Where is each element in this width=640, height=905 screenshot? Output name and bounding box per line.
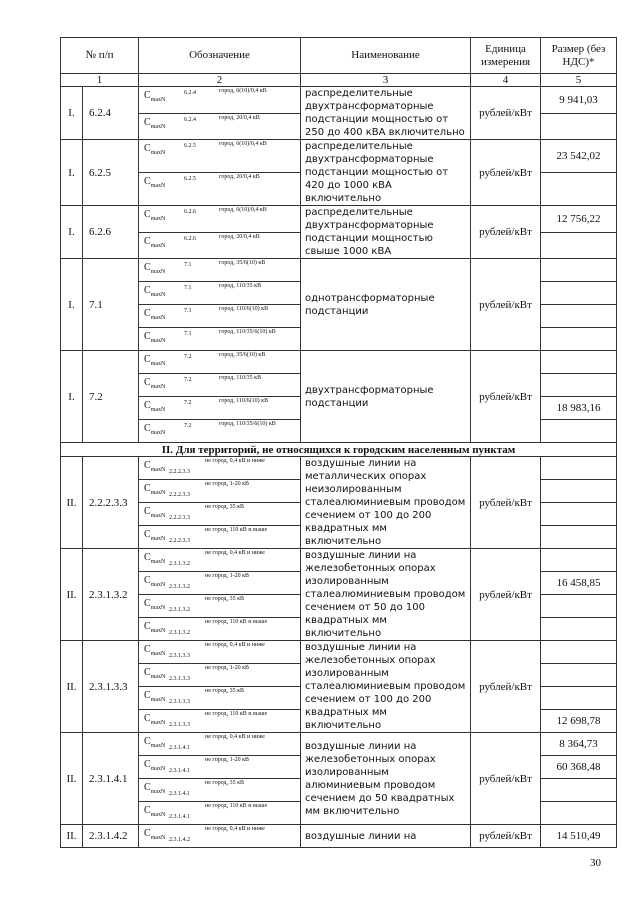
row-name: воздушные линии на	[301, 825, 471, 848]
designation-label: не город, 0,4 кВ и ниже	[205, 826, 265, 832]
size-value	[541, 595, 617, 618]
symbol-subscript: maxN	[150, 338, 166, 344]
symbol-letter: C	[144, 209, 151, 220]
column-number: 4	[471, 74, 541, 87]
designation-label: не город, 0,4 кВ и ниже	[205, 550, 265, 556]
designation-cell	[139, 328, 301, 351]
symbol-subscript: maxN	[150, 674, 166, 680]
designation-code: 2.3.1.3.3	[169, 699, 191, 705]
table-row	[61, 457, 617, 480]
header-number: № п/п	[61, 38, 139, 74]
designation-label: город, 110/6(10) кВ	[219, 306, 269, 312]
designation-code: 2.2.2.3.3	[169, 492, 191, 498]
designation-code: 2.3.1.4.1	[169, 814, 191, 820]
row-name: распределительные двухтрансформаторные подстанции мощностью свыше 1000 кВА	[301, 206, 471, 259]
designation-cell	[139, 305, 301, 328]
designation-label: не город, 35 кВ	[205, 596, 244, 602]
row-type: II.	[61, 733, 83, 825]
designation-cell	[139, 140, 301, 173]
designation-label: город, 20/0,4 кВ	[219, 114, 260, 121]
size-value: 18 983,16	[541, 397, 617, 420]
symbol-subscript: maxN	[150, 150, 166, 156]
symbol-subscript: maxN	[150, 536, 166, 542]
row-type: I.	[61, 259, 83, 351]
designation-symbol	[144, 176, 165, 189]
size-value	[541, 351, 617, 374]
row-code: 2.2.2.3.3	[83, 457, 139, 549]
symbol-letter: C	[144, 736, 151, 747]
row-name: воздушные линии на железобетонных опорах изолированным сталеалюминиевым проводом сечением от 100 до 200 квадратных мм включительно	[301, 641, 471, 733]
designation-symbol	[144, 117, 165, 130]
symbol-subscript: maxN	[150, 582, 166, 588]
designation-cell	[139, 457, 301, 480]
designation-symbol	[144, 209, 165, 222]
designation-cell	[139, 756, 301, 779]
row-code: 2.3.1.4.1	[83, 733, 139, 825]
symbol-letter: C	[144, 759, 151, 770]
size-value: 16 458,85	[541, 572, 617, 595]
designation-label: не город, 1-20 кВ	[205, 757, 249, 763]
symbol-letter: C	[144, 262, 151, 273]
designation-cell	[139, 710, 301, 733]
designation-symbol	[144, 598, 165, 611]
column-number: 3	[301, 74, 471, 87]
symbol-subscript: maxN	[150, 269, 166, 275]
designation-cell	[139, 113, 301, 140]
designation-symbol	[144, 331, 165, 344]
designation-label: город, 20/0,4 кВ	[219, 233, 260, 240]
size-value: 12 756,22	[541, 206, 617, 233]
header-size: Размер (без НДС)*	[541, 38, 617, 74]
designation-label: город, 6(10)/0,4 кВ	[219, 88, 267, 94]
row-code: 7.1	[83, 259, 139, 351]
size-value	[541, 457, 617, 480]
size-value: 12 698,78	[541, 710, 617, 733]
row-unit: рублей/кВт	[471, 641, 541, 733]
designation-cell	[139, 282, 301, 305]
designation-symbol	[144, 460, 165, 473]
designation-cell	[139, 173, 301, 206]
row-type: I.	[61, 140, 83, 206]
column-numbers-row	[61, 74, 617, 87]
designation-label: не город, 35 кВ	[205, 504, 244, 510]
designation-label: не город, 0,4 кВ и ниже	[205, 734, 265, 740]
symbol-letter: C	[144, 423, 151, 434]
section-title: II. Для территорий, не относящихся к городским населенным пунктам	[61, 443, 617, 457]
page-number: 30	[590, 857, 601, 869]
symbol-subscript: maxN	[150, 430, 166, 436]
designation-cell	[139, 641, 301, 664]
designation-cell	[139, 572, 301, 595]
symbol-subscript: maxN	[150, 97, 166, 103]
size-value	[541, 480, 617, 503]
row-unit: рублей/кВт	[471, 259, 541, 351]
size-value: 60 368,48	[541, 756, 617, 779]
symbol-letter: C	[144, 667, 151, 678]
designation-cell	[139, 87, 301, 114]
designation-cell	[139, 397, 301, 420]
designation-symbol	[144, 828, 165, 841]
symbol-subscript: maxN	[150, 697, 166, 703]
row-code: 2.3.1.4.2	[83, 825, 139, 848]
designation-code: 2.3.1.3.3	[169, 653, 191, 659]
symbol-letter: C	[144, 506, 151, 517]
symbol-subscript: maxN	[150, 766, 166, 772]
designation-code: 6.2.6	[184, 235, 197, 242]
designation-cell	[139, 549, 301, 572]
designation-cell	[139, 480, 301, 503]
size-value	[541, 641, 617, 664]
size-value	[541, 232, 617, 259]
designation-cell	[139, 374, 301, 397]
designation-cell	[139, 526, 301, 549]
row-type: I.	[61, 351, 83, 443]
designation-symbol	[144, 308, 165, 321]
designation-label: не город, 35 кВ	[205, 780, 244, 786]
designation-code: 7.1	[184, 262, 192, 268]
designation-code: 2.3.1.4.1	[169, 768, 191, 774]
row-unit: рублей/кВт	[471, 733, 541, 825]
symbol-subscript: maxN	[150, 361, 166, 367]
designation-symbol	[144, 236, 165, 249]
designation-label: город, 110/6(10) кВ	[219, 398, 269, 404]
designation-code: 7.1	[184, 331, 192, 337]
designation-code: 2.3.1.3.2	[169, 607, 191, 613]
symbol-letter: C	[144, 308, 151, 319]
designation-label: город, 6(10)/0,4 кВ	[219, 207, 267, 213]
row-name: воздушные линии на железобетонных опорах изолированным сталеалюминиевым проводом сечением от 50 до 100 квадратных мм включительно	[301, 549, 471, 641]
designation-cell	[139, 733, 301, 756]
row-code: 6.2.5	[83, 140, 139, 206]
row-name: воздушные линии на железобетонных опорах изолированным алюминиевым проводом сечением до 50 квадратных мм включительно	[301, 733, 471, 825]
row-type: I.	[61, 87, 83, 140]
table-row	[61, 140, 617, 173]
designation-label: город, 35/6(10) кВ	[219, 260, 266, 266]
size-value: 23 542,02	[541, 140, 617, 173]
designation-code: 7.2	[184, 354, 192, 360]
symbol-subscript: maxN	[150, 559, 166, 565]
symbol-letter: C	[144, 483, 151, 494]
symbol-letter: C	[144, 400, 151, 411]
symbol-subscript: maxN	[150, 123, 166, 130]
designation-label: не город, 35 кВ	[205, 688, 244, 694]
symbol-subscript: maxN	[150, 743, 166, 749]
designation-symbol	[144, 644, 165, 657]
table-row	[61, 206, 617, 233]
symbol-letter: C	[144, 690, 151, 701]
symbol-letter: C	[144, 460, 151, 471]
table-row	[61, 87, 617, 114]
symbol-subscript: maxN	[150, 835, 166, 841]
row-unit: рублей/кВт	[471, 351, 541, 443]
designation-label: город, 6(10)/0,4 кВ	[219, 141, 267, 147]
symbol-letter: C	[144, 529, 151, 540]
designation-code: 2.3.1.4.2	[169, 837, 191, 843]
size-value: 14 510,49	[541, 825, 617, 848]
designation-symbol	[144, 759, 165, 772]
designation-symbol	[144, 354, 165, 367]
designation-symbol	[144, 713, 165, 726]
designation-cell	[139, 802, 301, 825]
size-value	[541, 549, 617, 572]
designation-code: 2.3.1.3.2	[169, 561, 191, 567]
size-value: 9 941,03	[541, 87, 617, 114]
designation-symbol	[144, 423, 165, 436]
designation-symbol	[144, 736, 165, 749]
symbol-subscript: maxN	[150, 216, 166, 222]
row-type: II.	[61, 825, 83, 848]
row-code: 7.2	[83, 351, 139, 443]
size-value	[541, 113, 617, 140]
symbol-letter: C	[144, 331, 151, 342]
symbol-subscript: maxN	[150, 651, 166, 657]
size-value	[541, 374, 617, 397]
row-type: II.	[61, 549, 83, 641]
row-unit: рублей/кВт	[471, 87, 541, 140]
symbol-letter: C	[144, 235, 151, 247]
size-value	[541, 282, 617, 305]
header-unit: Единица измерения	[471, 38, 541, 74]
size-value	[541, 526, 617, 549]
designation-code: 2.3.1.3.3	[169, 676, 191, 682]
designation-cell	[139, 206, 301, 233]
designation-code: 2.2.2.3.3	[169, 538, 191, 544]
designation-cell	[139, 779, 301, 802]
row-code: 6.2.6	[83, 206, 139, 259]
designation-cell	[139, 618, 301, 641]
designation-cell	[139, 595, 301, 618]
symbol-letter: C	[144, 782, 151, 793]
designation-code: 2.3.1.4.1	[169, 791, 191, 797]
designation-symbol	[144, 690, 165, 703]
symbol-letter: C	[144, 116, 151, 128]
designation-symbol	[144, 377, 165, 390]
designation-code: 2.2.2.3.3	[169, 469, 191, 475]
table-row	[61, 733, 617, 756]
designation-symbol	[144, 529, 165, 542]
designation-code: 2.2.2.3.3	[169, 515, 191, 521]
designation-symbol	[144, 483, 165, 496]
designation-code: 7.2	[184, 377, 192, 383]
designation-symbol	[144, 621, 165, 634]
symbol-subscript: maxN	[150, 605, 166, 611]
symbol-letter: C	[144, 805, 151, 816]
designation-code: 6.2.4	[184, 116, 197, 123]
row-name: распределительные двухтрансформаторные подстанции мощностью от 420 до 1000 кВА включительно	[301, 140, 471, 206]
row-name: двухтрансформаторные подстанции	[301, 351, 471, 443]
size-value	[541, 328, 617, 351]
designation-code: 2.3.1.3.3	[169, 722, 191, 728]
designation-code: 6.2.5	[184, 176, 197, 182]
designation-code: 7.2	[184, 423, 192, 429]
designation-label: не город, 1-20 кВ	[205, 481, 249, 487]
symbol-letter: C	[144, 354, 151, 365]
designation-symbol	[144, 506, 165, 519]
symbol-subscript: maxN	[150, 467, 166, 473]
designation-symbol	[144, 805, 165, 818]
designation-cell	[139, 259, 301, 282]
designation-cell	[139, 503, 301, 526]
designation-label: не город, 1-20 кВ	[205, 573, 249, 579]
symbol-letter: C	[144, 143, 151, 154]
size-value	[541, 305, 617, 328]
symbol-letter: C	[144, 90, 151, 101]
header-row	[61, 38, 617, 74]
symbol-letter: C	[144, 828, 151, 839]
symbol-subscript: maxN	[150, 315, 166, 321]
table-row	[61, 549, 617, 572]
size-value	[541, 779, 617, 802]
designation-code: 7.1	[184, 308, 192, 314]
designation-cell	[139, 664, 301, 687]
designation-cell	[139, 687, 301, 710]
symbol-subscript: maxN	[150, 720, 166, 726]
designation-label: город, 20/0,4 кВ	[219, 174, 260, 180]
size-value	[541, 173, 617, 206]
size-value: 8 364,73	[541, 733, 617, 756]
designation-cell	[139, 825, 301, 848]
table-row	[61, 641, 617, 664]
symbol-letter: C	[144, 285, 151, 296]
designation-symbol	[144, 575, 165, 588]
designation-code: 7.2	[184, 400, 192, 406]
row-code: 6.2.4	[83, 87, 139, 140]
designation-symbol	[144, 782, 165, 795]
symbol-letter: C	[144, 575, 151, 586]
size-value	[541, 687, 617, 710]
designation-code: 6.2.5	[184, 143, 197, 149]
symbol-letter: C	[144, 552, 151, 563]
symbol-subscript: maxN	[150, 292, 166, 298]
designation-symbol	[144, 143, 165, 156]
symbol-letter: C	[144, 713, 151, 724]
symbol-letter: C	[144, 176, 151, 187]
column-number: 5	[541, 74, 617, 87]
size-value	[541, 664, 617, 687]
designation-label: город, 110/35/6(10) кВ	[219, 329, 276, 335]
designation-label: не город, 0,4 кВ и ниже	[205, 642, 265, 648]
designation-cell	[139, 351, 301, 374]
designation-label: не город, 1-20 кВ	[205, 665, 249, 671]
designation-symbol	[144, 667, 165, 680]
designation-symbol	[144, 285, 165, 298]
size-value	[541, 503, 617, 526]
designation-label: не город, 110 кВ и выше	[205, 619, 268, 625]
header-name: Наименование	[301, 38, 471, 74]
designation-symbol	[144, 552, 165, 565]
designation-label: город, 110/35 кВ	[219, 283, 262, 289]
symbol-letter: C	[144, 598, 151, 609]
row-unit: рублей/кВт	[471, 825, 541, 848]
row-unit: рублей/кВт	[471, 549, 541, 641]
symbol-subscript: maxN	[150, 183, 166, 189]
row-code: 2.3.1.3.3	[83, 641, 139, 733]
column-number: 1	[61, 74, 139, 87]
designation-code: 2.3.1.4.1	[169, 745, 191, 751]
row-unit: рублей/кВт	[471, 206, 541, 259]
size-value	[541, 259, 617, 282]
row-code: 2.3.1.3.2	[83, 549, 139, 641]
symbol-subscript: maxN	[150, 490, 166, 496]
designation-code: 2.3.1.3.2	[169, 584, 191, 590]
row-name: распределительные двухтрансформаторные подстанции мощностью от 250 до 400 кВА включительно	[301, 87, 471, 140]
header-designation: Обозначение	[139, 38, 301, 74]
designation-code: 2.3.1.3.2	[169, 630, 191, 636]
designation-label: город, 110/35/6(10) кВ	[219, 421, 276, 427]
symbol-subscript: maxN	[150, 384, 166, 390]
table-row	[61, 825, 617, 848]
symbol-subscript: maxN	[150, 242, 166, 249]
row-name: воздушные линии на металлических опорах неизолированным сталеалюминиевым проводом сечением от 100 до 200 квадратных мм включительно	[301, 457, 471, 549]
symbol-letter: C	[144, 377, 151, 388]
designation-code: 6.2.6	[184, 209, 197, 215]
symbol-letter: C	[144, 621, 151, 632]
size-value	[541, 618, 617, 641]
table-row	[61, 351, 617, 374]
size-value	[541, 802, 617, 825]
designation-symbol	[144, 90, 165, 103]
designation-label: не город, 0,4 кВ и ниже	[205, 458, 265, 464]
row-type: II.	[61, 641, 83, 733]
symbol-subscript: maxN	[150, 407, 166, 413]
designation-code: 7.1	[184, 285, 192, 291]
row-unit: рублей/кВт	[471, 457, 541, 549]
column-number: 2	[139, 74, 301, 87]
row-unit: рублей/кВт	[471, 140, 541, 206]
symbol-subscript: maxN	[150, 513, 166, 519]
designation-label: не город, 110 кВ и выше	[205, 803, 268, 809]
designation-code: 6.2.4	[184, 90, 197, 96]
row-type: I.	[61, 206, 83, 259]
designation-symbol	[144, 400, 165, 413]
size-value	[541, 420, 617, 443]
symbol-letter: C	[144, 644, 151, 655]
tariff-table	[60, 37, 617, 848]
designation-cell	[139, 420, 301, 443]
section-header-row	[61, 443, 617, 457]
designation-symbol	[144, 262, 165, 275]
designation-cell	[139, 232, 301, 259]
symbol-subscript: maxN	[150, 789, 166, 795]
symbol-subscript: maxN	[150, 812, 166, 818]
designation-label: город, 35/6(10) кВ	[219, 352, 266, 358]
row-name: однотрансформаторные подстанции	[301, 259, 471, 351]
designation-label: не город, 110 кВ и выше	[205, 711, 268, 717]
symbol-subscript: maxN	[150, 628, 166, 634]
table-row	[61, 259, 617, 282]
row-type: II.	[61, 457, 83, 549]
designation-label: город, 110/35 кВ	[219, 375, 262, 381]
designation-label: не город, 110 кВ и выше	[205, 527, 268, 533]
